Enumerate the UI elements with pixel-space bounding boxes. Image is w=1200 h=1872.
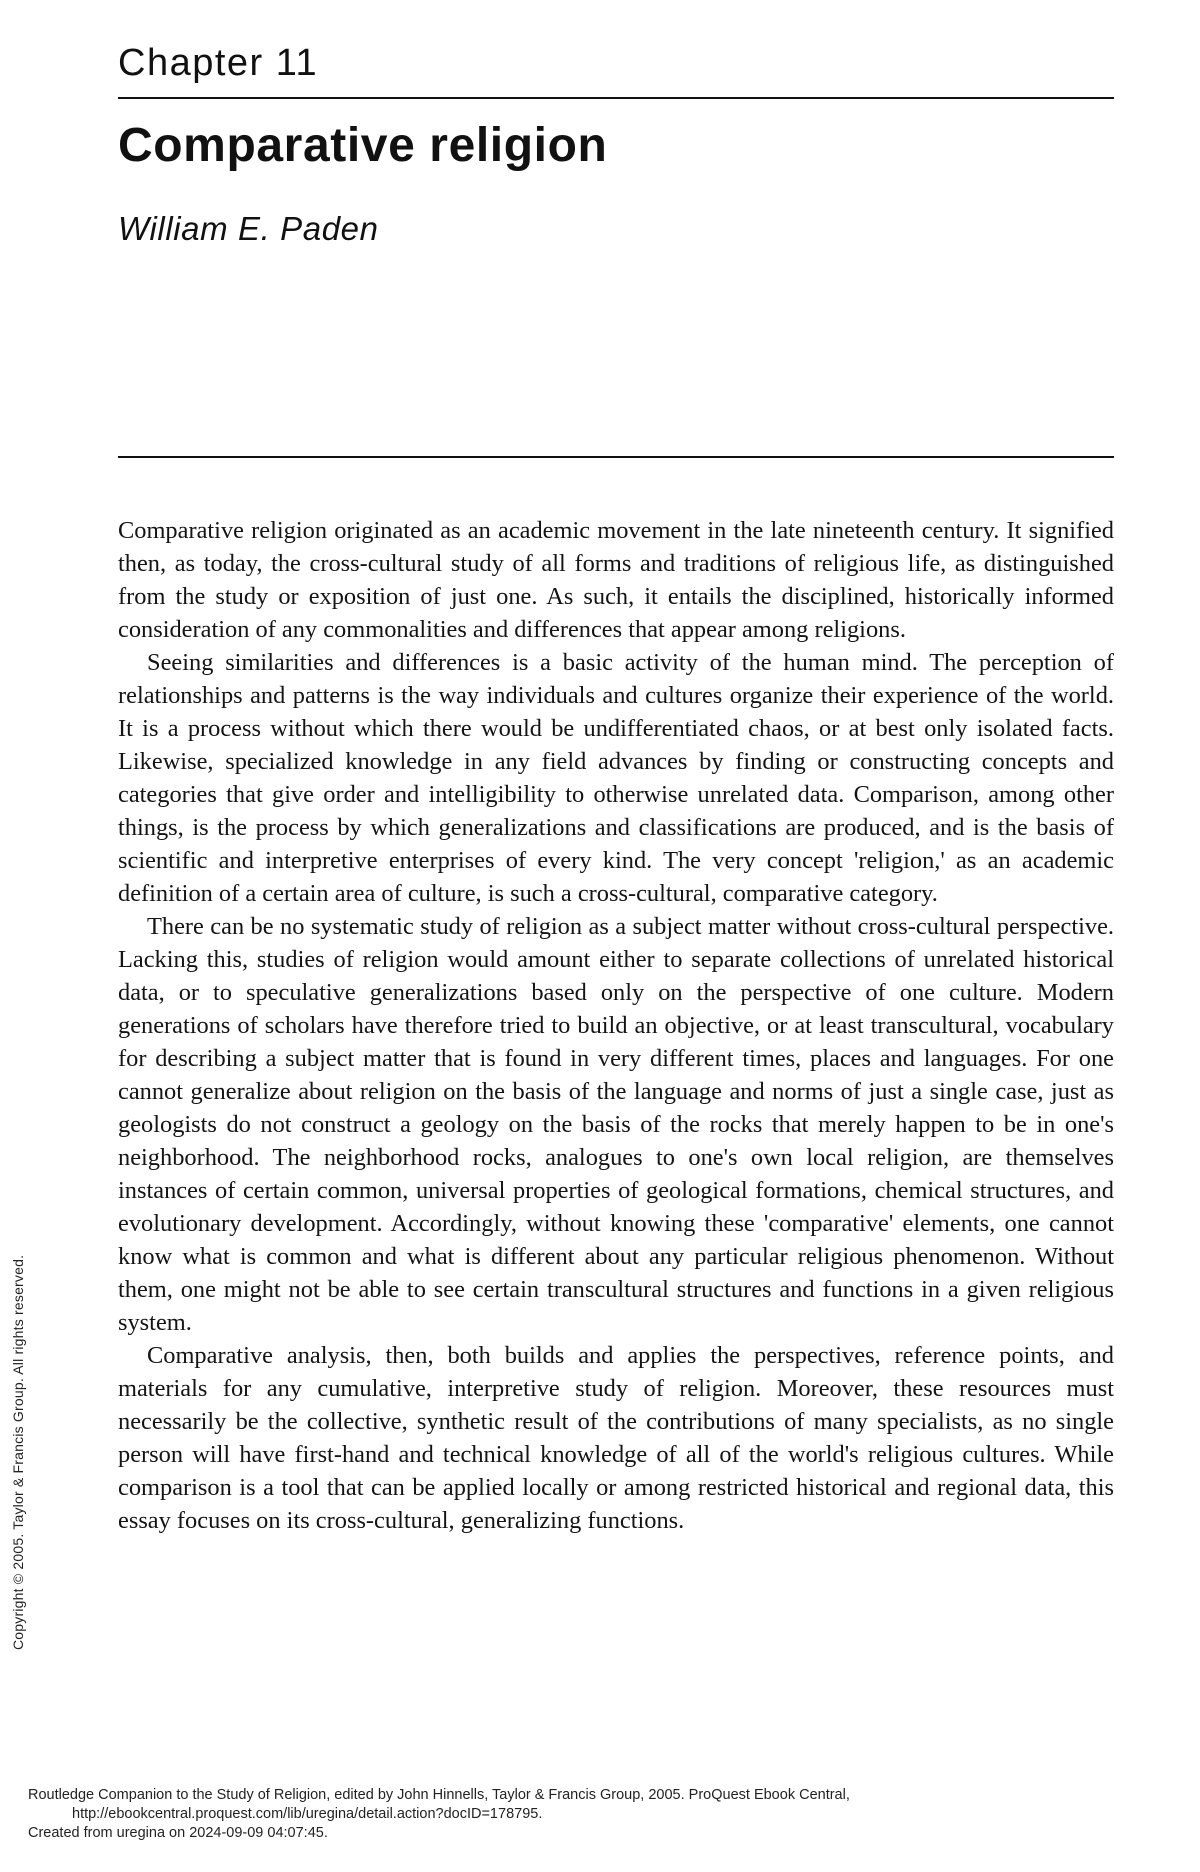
paragraph: Seeing similarities and differences is a basic activity of the human mind. The perception of relationships and patterns is the way individuals and cultures organize their experience of the world. It is a process without which there would be undifferentiated chaos, or at best only isolated facts. Likewise, specialized knowledge in any field advances by finding or constructing concepts and categories that give order and intelligibility to otherwise unrelated data. Comparison, among other things, is the process by which generalizations and classifications are produced, and is the basis of scientific and interpretive enterprises of every kind. The very concept 'religion,' as an academic definition of a certain area of culture, is such a cross-cultural, comparative category. — [118, 649, 1114, 907]
paragraph: Comparative analysis, then, both builds and applies the perspectives, reference points, and materials for any cumulative, interpretive study of religion. Moreover, these resources must necessarily be the collective, synthetic result of the contributions of many specialists, as no single person will have first-hand and technical knowledge of all of the world's religious cultures. While comparison is a tool that can be applied locally or among restricted historical and regional data, this essay focuses on its cross-cultural, generalizing functions. — [118, 1342, 1114, 1534]
created-timestamp: Created from uregina on 2024-09-09 04:07:45. — [28, 1825, 328, 1841]
citation-footer — [28, 1786, 850, 1843]
header-bottom-rule — [118, 456, 1114, 458]
paragraph: There can be no systematic study of religion as a subject matter without cross-cultural perspective. Lacking this, studies of religion would amount either to separate collections of unrelated historical data, or to speculative generalizations based only on the perspective of one culture. Modern generations of scholars have therefore tried to build an objective, or at least transcultural, vocabulary for describing a subject matter that is found in very different times, places and languages. For one cannot generalize about religion on the basis of the language and norms of just a single case, just as geologists do not construct a geology on the basis of the rocks that merely happen to be in one's neighborhood. The neighborhood rocks, analogues to one's own local religion, are themselves instances of certain common, universal properties of geological formations, chemical structures, and evolutionary development. Accordingly, without knowing these 'comparative' elements, one cannot know what is common and what is different about any particular religious phenomenon. Without them, one might not be able to see certain transcultural structures and functions in a given religious system. — [118, 913, 1114, 1336]
author-name: William E. Paden — [118, 210, 379, 247]
copyright-notice: Copyright © 2005. Taylor & Francis Group. All rights reserved. — [10, 1254, 26, 1650]
paragraph: Comparative religion originated as an academic movement in the late nineteenth century. It signified then, as today, the cross-cultural study of all forms and traditions of religious life, as distinguished from the study or exposition of just one. As such, it entails the disciplined, historically informed consideration of any commonalities and differences that appear among religions. — [118, 517, 1114, 643]
body-text — [118, 514, 1114, 1537]
citation-line: Routledge Companion to the Study of Religion, edited by John Hinnells, Taylor & Francis Group, 2005. ProQuest Ebook Central, — [28, 1787, 850, 1803]
citation-url[interactable]: http://ebookcentral.proquest.com/lib/uregina/detail.action?docID=178795. — [72, 1806, 543, 1822]
chapter-label: Chapter 11 — [118, 42, 319, 84]
header-top-rule — [118, 97, 1114, 99]
chapter-title: Comparative religion — [118, 119, 608, 172]
